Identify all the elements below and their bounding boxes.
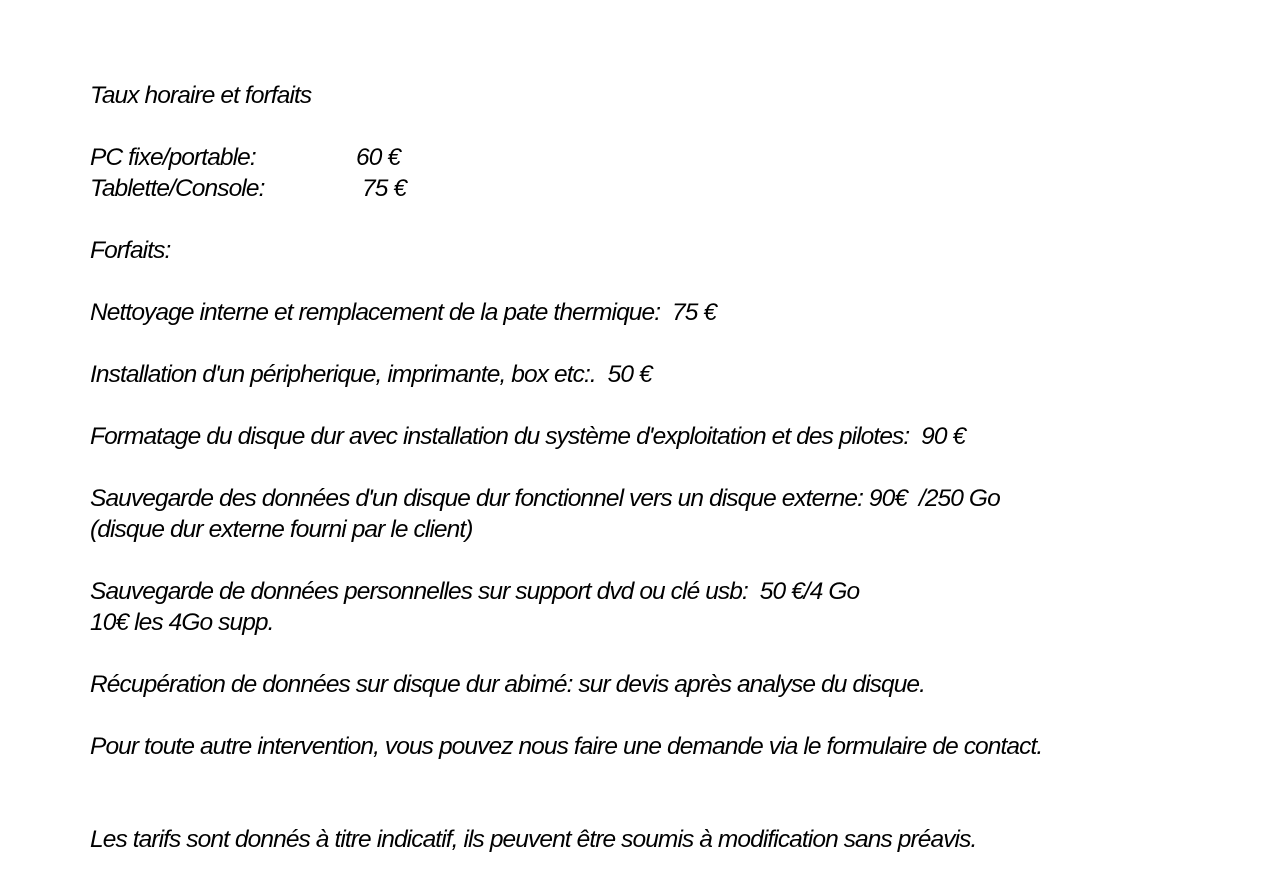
package-personal-backup: Sauvegarde de données personnelles sur support dvd ou clé usb: 50 €/4 Go	[90, 578, 860, 605]
page-title: Taux horaire et forfaits	[90, 82, 312, 109]
contact-note: Pour toute autre intervention, vous pouvez nous faire une demande via le formulaire de contact.	[90, 733, 1043, 760]
package-cleaning: Nettoyage interne et remplacement de la pate thermique: 75 €	[90, 299, 717, 326]
package-disk-backup-note: (disque dur externe fourni par le client)	[90, 516, 473, 543]
hourly-rate-price-tablet: 75 €	[362, 175, 407, 202]
package-format-install: Formatage du disque dur avec installation du système d'exploitation et des pilotes: 90 €	[90, 423, 966, 450]
hourly-rate-label-pc: PC fixe/portable:	[90, 144, 256, 171]
packages-heading: Forfaits:	[90, 237, 171, 264]
package-disk-backup: Sauvegarde des données d'un disque dur fonctionnel vers un disque externe: 90€ /250 Go	[90, 485, 1000, 512]
package-device-install: Installation d'un péripherique, imprimante, box etc:. 50 €	[90, 361, 652, 388]
package-personal-backup-note: 10€ les 4Go supp.	[90, 609, 274, 636]
hourly-rate-price-pc: 60 €	[356, 144, 401, 171]
hourly-rate-label-tablet: Tablette/Console:	[90, 175, 265, 202]
disclaimer: Les tarifs sont donnés à titre indicatif, ils peuvent être soumis à modification sans préavis.	[90, 826, 977, 853]
package-data-recovery: Récupération de données sur disque dur abimé: sur devis après analyse du disque.	[90, 671, 926, 698]
